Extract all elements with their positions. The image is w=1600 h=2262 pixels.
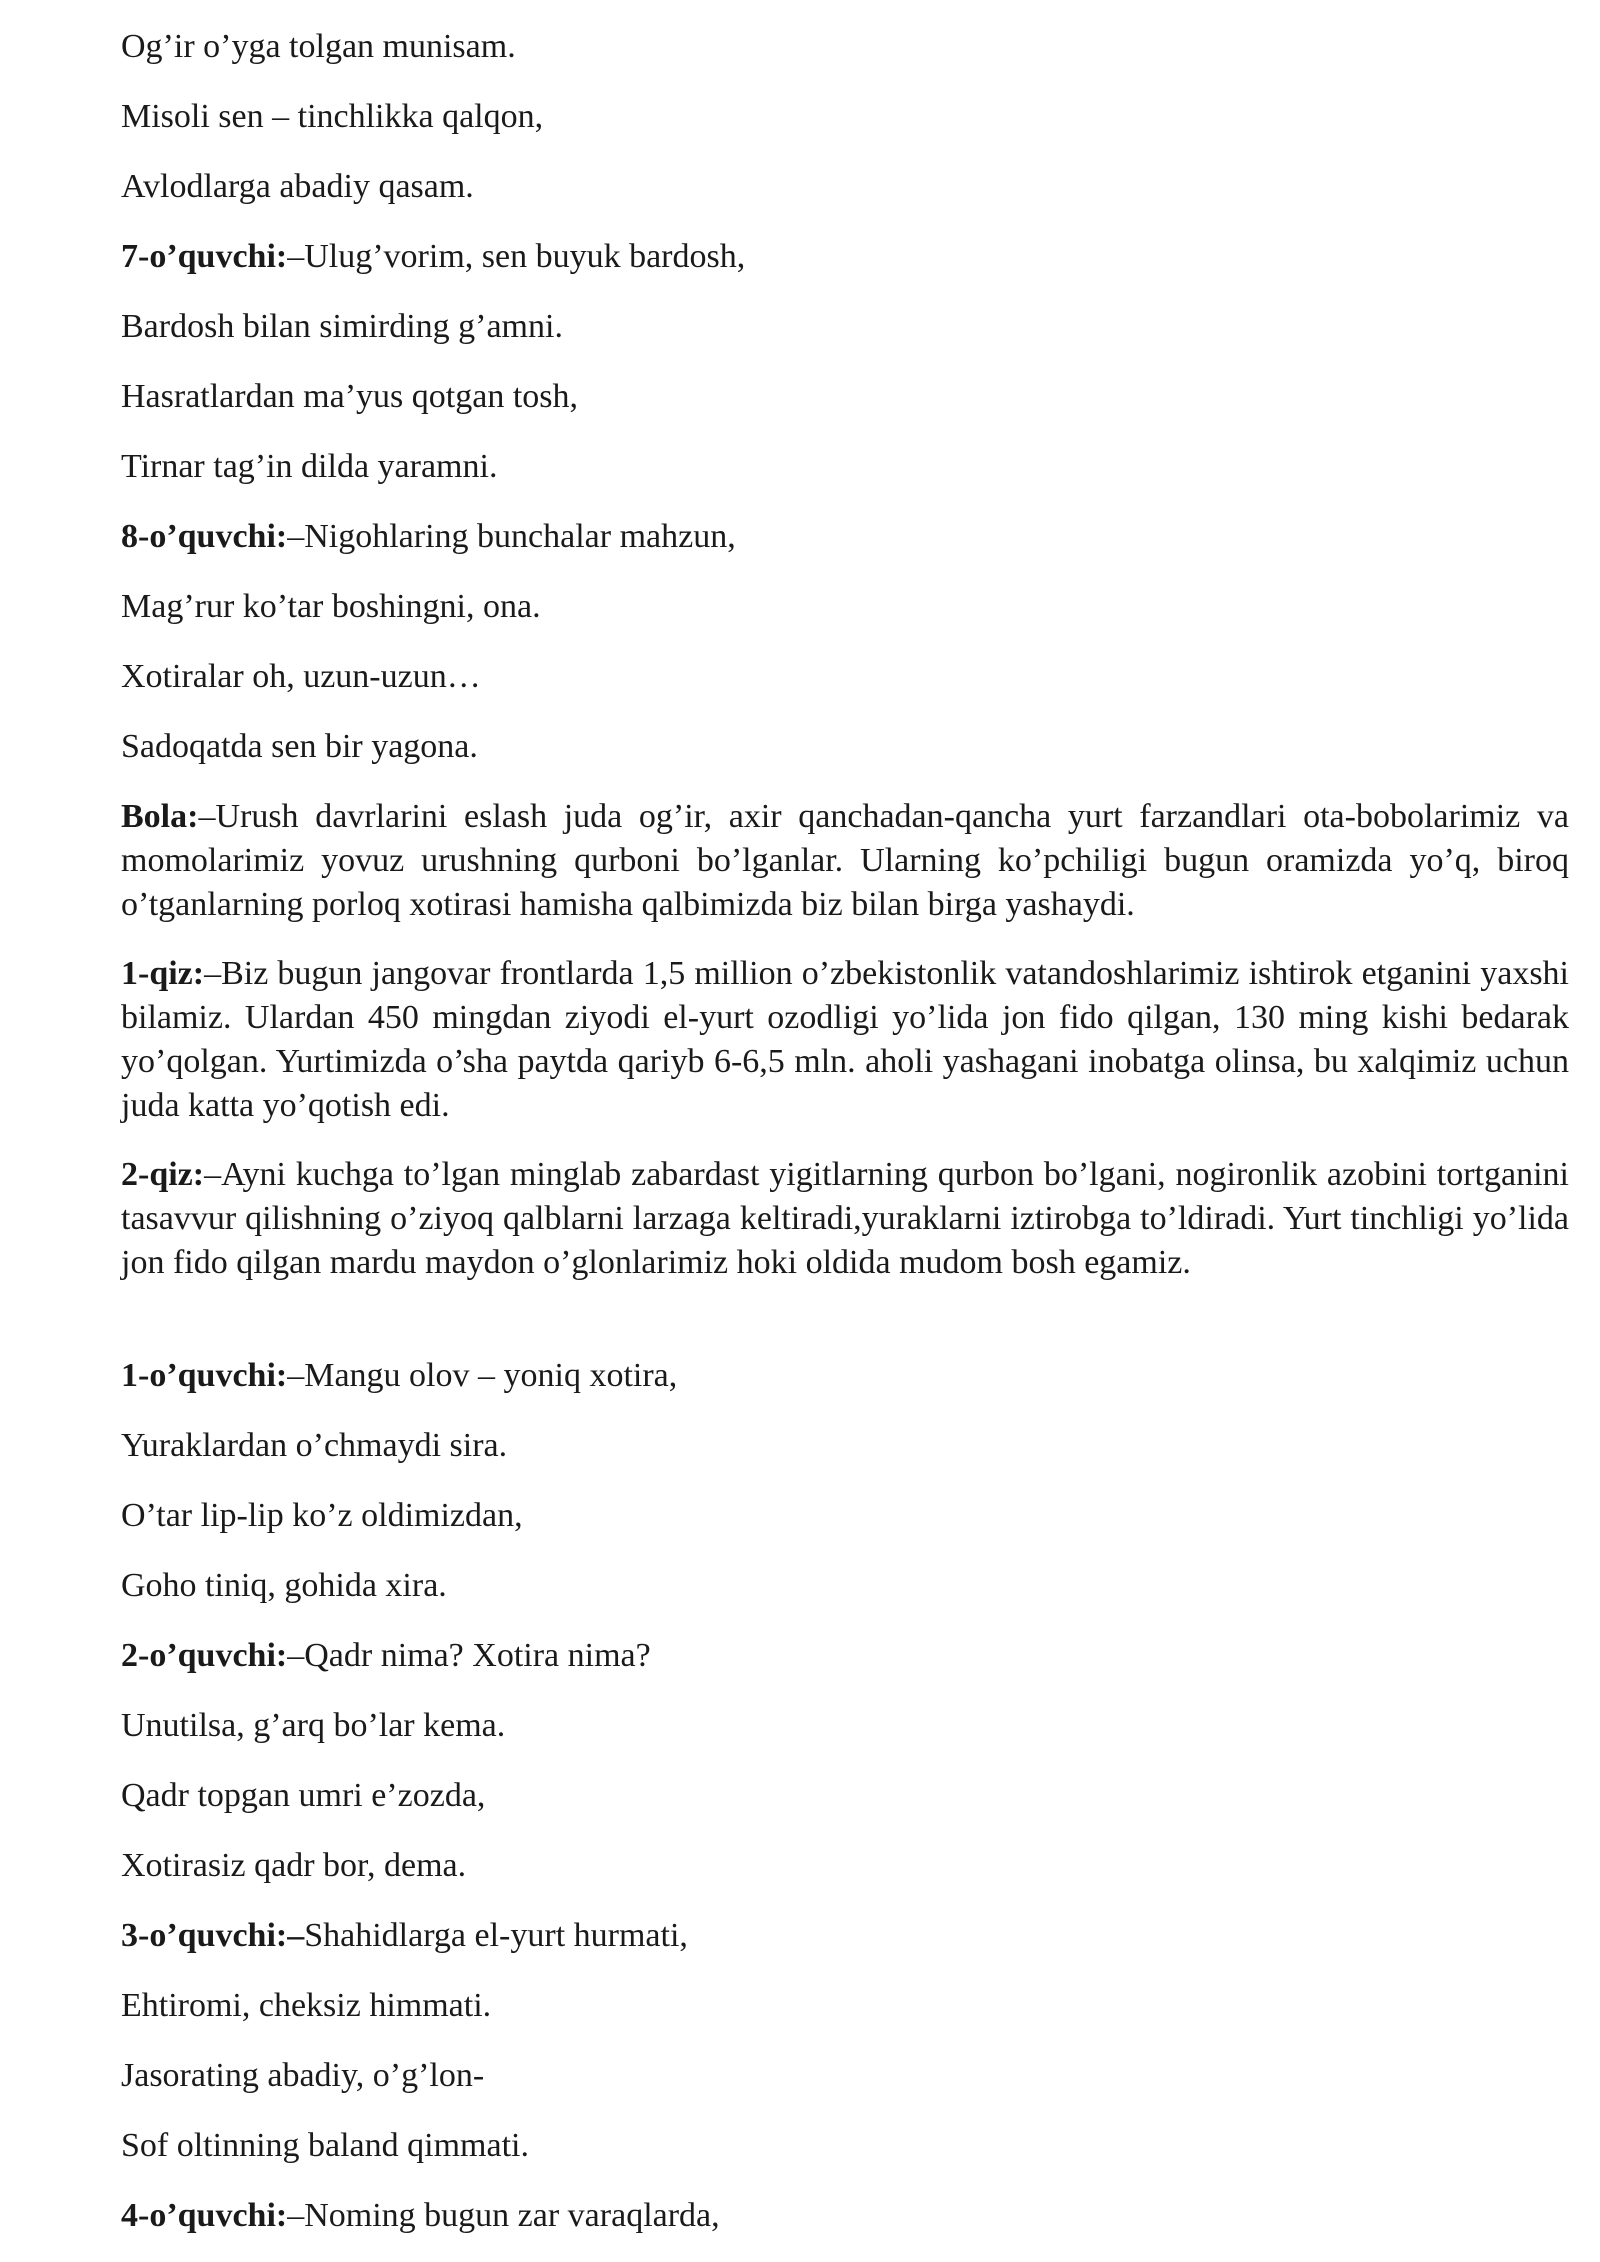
speaker-label: 2-qiz: [121, 1156, 205, 1193]
speaker-label: 1-qiz: [121, 955, 205, 992]
poem-line: Sof oltinning baland qimmati. [121, 2127, 529, 2164]
poem-line: Misoli sen – tinchlikka qalqon, [121, 98, 544, 135]
prose-paragraph: Bola:–Urush davrlarini eslash juda og’ir, axir qanchadan-qancha yurt farzandlari ota-bobolarimiz va momolarimiz yovuz urushning qurboni bo’lganlar. Ularning ko’pchiligi bugun oramizda yo’q, biroq o’tganlarning porloq xotirasi hamisha qalbimizda biz bilan birga yashaydi. [121, 798, 1569, 923]
poem-line: Xotiralar oh, uzun-uzun… [121, 658, 481, 695]
poem-line: Mag’rur ko’tar boshingni, ona. [121, 588, 541, 625]
speaker-line: 4-o’quvchi:–Noming bugun zar varaqlarda, [121, 2197, 720, 2234]
poem-line: O’tar lip-lip ko’z oldimizdan, [121, 1497, 523, 1534]
poem-line: Og’ir o’yga tolgan munisam. [121, 28, 516, 65]
speaker-label: 2-o’quvchi: [121, 1637, 288, 1674]
speaker-line: 2-o’quvchi:–Qadr nima? Xotira nima? [121, 1637, 651, 1674]
poem-line: Sadoqatda sen bir yagona. [121, 728, 478, 765]
speaker-label: 4-o’quvchi: [121, 2197, 288, 2234]
poem-line: Goho tiniq, gohida xira. [121, 1567, 447, 1604]
speaker-label: 1-o’quvchi: [121, 1357, 288, 1394]
poem-line: Qadr topgan umri e’zozda, [121, 1777, 486, 1814]
speaker-line: 3-o’quvchi:–Shahidlarga el-yurt hurmati, [121, 1917, 688, 1954]
poem-line: Unutilsa, g’arq bo’lar kema. [121, 1707, 506, 1744]
speaker-label: 3-o’quvchi:– [121, 1917, 305, 1954]
speaker-label: 8-o’quvchi: [121, 518, 288, 555]
poem-line: Avlodlarga abadiy qasam. [121, 168, 474, 205]
poem-line: Yuraklardan o’chmaydi sira. [121, 1427, 508, 1464]
poem-line: Jasorating abadiy, o’g’lon- [121, 2057, 485, 2094]
prose-paragraph: 1-qiz:–Biz bugun jangovar frontlarda 1,5 million o’zbekistonlik vatandoshlarimiz ishtirok etganini yaxshi bilamiz. Ulardan 450 mingdan ziyodi el-yurt ozodligi yo’lida jon fido qilgan, 130 ming kishi bedarak yo’qolgan. Yurtimizda o’sha paytda qariyb 6-6,5 mln. aholi yashagani inobatga olinsa, bu xalqimiz uchun juda katta yo’qotish edi. [121, 955, 1569, 1124]
poem-line: Bardosh bilan simirding g’amni. [121, 308, 563, 345]
poem-line: Hasratlardan ma’yus qotgan tosh, [121, 378, 578, 415]
speaker-line: 1-o’quvchi:–Mangu olov – yoniq xotira, [121, 1357, 678, 1394]
speaker-line: 8-o’quvchi:–Nigohlaring bunchalar mahzun, [121, 518, 736, 555]
poem-line: Tirnar tag’in dilda yaramni. [121, 448, 498, 485]
speaker-line: 7-o’quvchi:–Ulug’vorim, sen buyuk bardosh, [121, 238, 746, 275]
poem-line: Xotirasiz qadr bor, dema. [121, 1847, 467, 1884]
speaker-label: Bola: [121, 798, 199, 835]
speaker-label: 7-o’quvchi: [121, 238, 288, 275]
prose-paragraph: 2-qiz:–Ayni kuchga to’lgan minglab zabardast yigitlarning qurbon bo’lgani, nogironlik azobini tortganini tasavvur qilishning o’ziyoq qalblarni larzaga keltiradi,yuraklarni iztirobga to’ldiradi. Yurt tinchligi yo’lida jon fido qilgan mardu maydon o’glonlarimiz hoki oldida mudom bosh egamiz. [121, 1156, 1569, 1281]
poem-line: Ehtiromi, cheksiz himmati. [121, 1987, 492, 2024]
